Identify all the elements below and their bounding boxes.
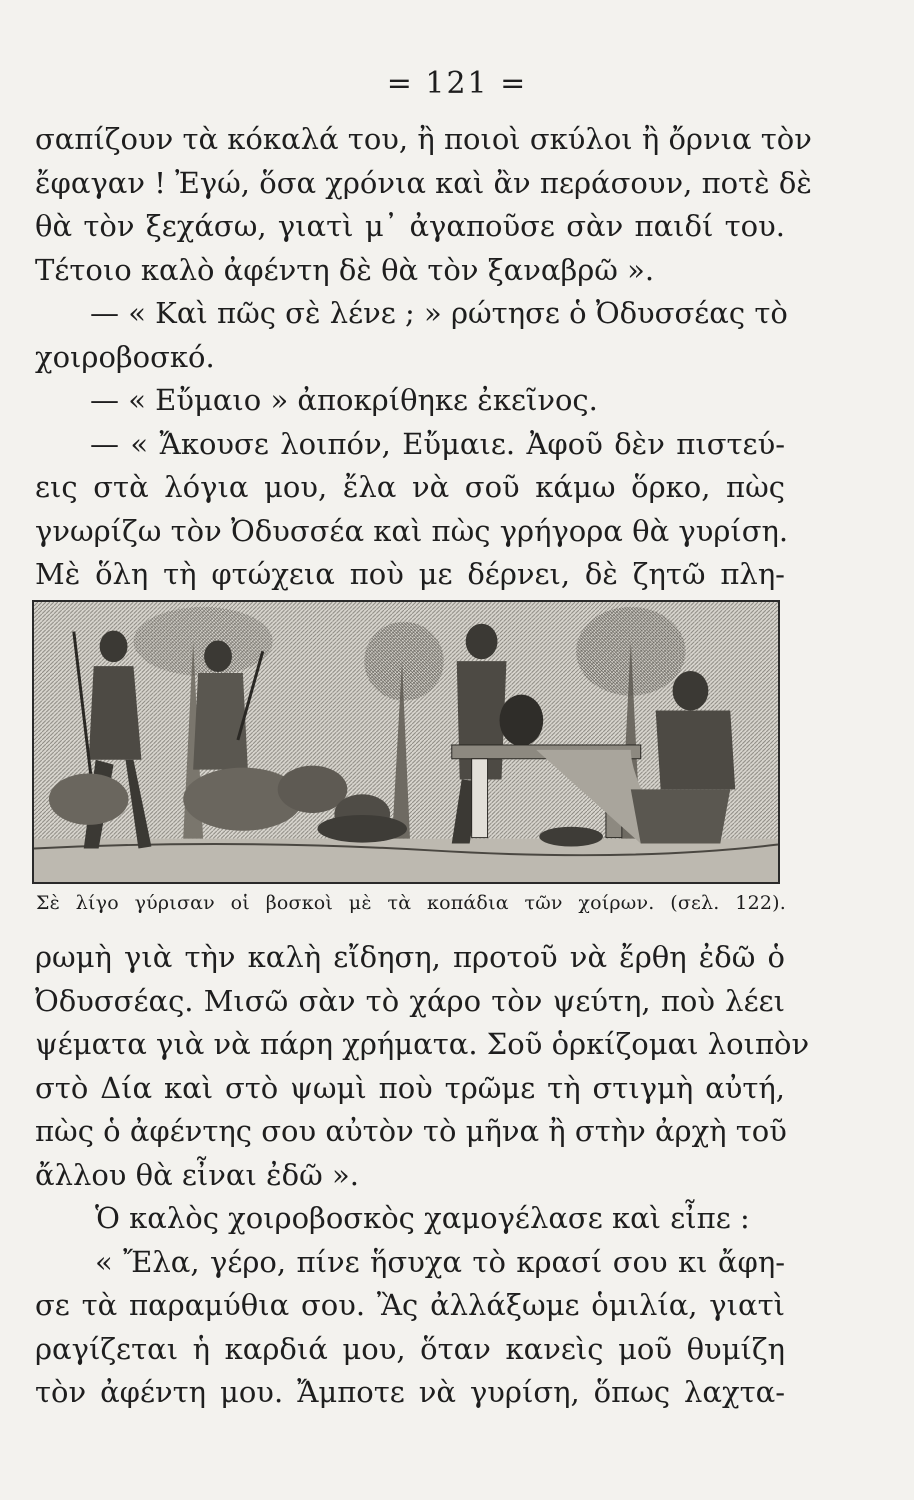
text-line: τὸν ἀφέντη μου. Ἄμποτε νὰ γυρίση, ὅπως λαχτα- — [35, 1375, 785, 1409]
text-line: ἔφαγαν ! Ἐγώ, ὅσα χρόνια καὶ ἂν περάσουν, ποτὲ δὲ — [35, 165, 812, 200]
engraving-illustration — [32, 600, 780, 884]
text-line: — « Ἄκουσε λοιπόν, Εὔμαιε. Ἀφοῦ δὲν πιστεύ- — [90, 426, 785, 461]
text-line: σε τὰ παραμύθια σου. Ἂς ἀλλάξωμε ὁμιλία, γιατὶ — [35, 1288, 785, 1322]
illustration-caption: Σὲ λίγο γύρισαν οἱ βοσκοὶ μὲ τὰ κοπάδια τῶν χοίρων. (σελ. 122). — [36, 892, 786, 914]
text-line: Μὲ ὅλη τὴ φτώχεια ποὺ με δέρνει, δὲ ζητῶ πλη- — [35, 557, 785, 591]
page-number: = 121 = — [386, 66, 528, 101]
text-line: στὸ Δία καὶ στὸ ψωμὶ ποὺ τρῶμε τὴ στιγμὴ αὐτή, — [35, 1070, 785, 1105]
text-line: ψέματα γιὰ νὰ πάρη χρήματα. Σοῦ ὁρκίζομαι λοιπὸν — [35, 1027, 810, 1061]
text-line: Τέτοιο καλὸ ἀφέντη δὲ θὰ τὸν ξαναβρῶ ». — [35, 252, 655, 287]
text-line: ραγίζεται ἡ καρδιά μου, ὅταν κανεὶς μοῦ θυμίζη — [35, 1331, 785, 1366]
text-line: θὰ τὸν ξεχάσω, γιατὶ μ᾽ ἀγαποῦσε σὰν παιδί του. — [35, 209, 785, 243]
text-line: ἄλλου θὰ εἶναι ἐδῶ ». — [35, 1157, 359, 1192]
text-line: γνωρίζω τὸν Ὀδυσσέα καὶ πὼς γρήγορα θὰ γυρίση. — [35, 513, 789, 548]
text-line: χοιροβοσκό. — [35, 339, 215, 374]
text-line: σαπίζουν τὰ κόκαλά του, ἢ ποιοὶ σκύλοι ἢ ὄρνια τὸν — [35, 122, 812, 156]
top-text-block — [35, 118, 812, 597]
text-line: ρωμὴ γιὰ τὴν καλὴ εἴδηση, προτοῦ νὰ ἔρθη ἐδῶ ὁ — [35, 940, 785, 974]
text-line: — « Εὔμαιο » ἀποκρίθηκε ἐκεῖνος. — [90, 383, 598, 417]
bottom-text-block — [35, 936, 810, 1415]
text-line: εις στὰ λόγια μου, ἔλα νὰ σοῦ κάμω ὅρκο, πὼς — [35, 470, 785, 504]
swineherds-engraving — [34, 602, 778, 882]
text-line: Ὁ καλὸς χοιροβοσκὸς χαμογέλασε καὶ εἶπε : — [95, 1201, 750, 1235]
text-line: πὼς ὁ ἀφέντης σου αὐτὸν τὸ μῆνα ἢ στὴν ἀρχὴ τοῦ — [35, 1114, 787, 1148]
text-line: « Ἔλα, γέρο, πίνε ἥσυχα τὸ κρασί σου κι ἄφη- — [95, 1244, 785, 1279]
text-line: Ὀδυσσέας. Μισῶ σὰν τὸ χάρο τὸν ψεύτη, ποὺ λέει — [35, 983, 785, 1018]
text-line: — « Καὶ πῶς σὲ λένε ; » ρώτησε ὁ Ὀδυσσέας τὸ — [90, 296, 788, 330]
